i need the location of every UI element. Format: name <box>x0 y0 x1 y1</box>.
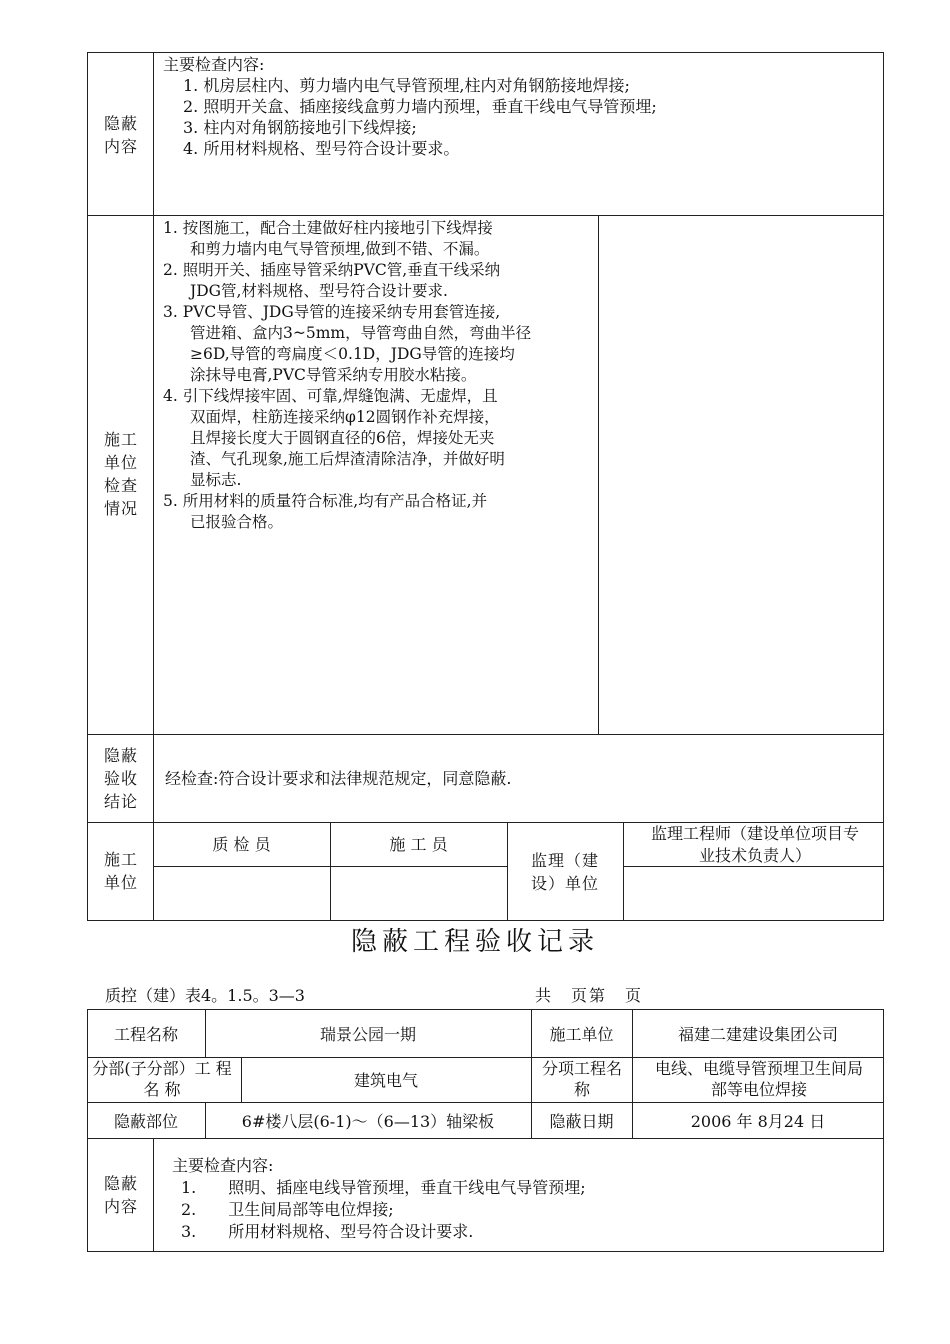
list-line: 2. 照明开关、插座导管采纳PVC管,垂直干线采纳 <box>163 261 501 279</box>
list-item: 1. 机房层柱内、剪力墙内电气导管预埋,柱内对角钢筋接地焊接; <box>183 76 630 95</box>
divider <box>87 215 884 216</box>
subitem-label: 分项工程名 称 <box>541 1059 639 1099</box>
list-line: JDG管,材料规格、型号符合设计要求. <box>190 282 448 300</box>
divider <box>153 52 154 921</box>
divider <box>87 1138 884 1139</box>
contractor-value: 福建二建建设集团公司 <box>677 1025 838 1044</box>
conclusion-text: 经检查:符合设计要求和法律规范规定，同意隐蔽. <box>165 769 512 788</box>
location-value: 6#楼八层(6-1)～（6—13）轴梁板 <box>241 1112 495 1131</box>
date-value: 2006 年 8月24 日 <box>690 1112 826 1131</box>
division-value: 建筑电气 <box>353 1071 418 1090</box>
page-counter: 共 页第 页 <box>535 986 644 1005</box>
list-line: 已报验合格。 <box>190 513 284 531</box>
supervision-unit-label: 监理（建设）单位 <box>530 851 599 893</box>
hidden-content-list <box>172 1155 872 1243</box>
divider <box>87 734 884 735</box>
list-line: 1. 按图施工，配合土建做好柱内接地引下线焊接 <box>163 219 493 237</box>
construction-check-label: 施工单位检查情况 <box>103 430 138 518</box>
inspector-signature-cell[interactable] <box>154 867 329 920</box>
list-item: 4. 所用材料规格、型号符合设计要求。 <box>183 139 460 158</box>
supervisor-signature-cell[interactable] <box>624 867 883 920</box>
checklist-heading: 主要检查内容: <box>163 55 265 74</box>
list-line: 4. 引下线焊接牢固、可靠,焊缝饱满、无虚焊，且 <box>163 387 498 405</box>
location-label: 隐蔽部位 <box>113 1112 178 1131</box>
divider <box>507 822 508 921</box>
project-name-value: 瑞景公园一期 <box>319 1025 416 1044</box>
divider <box>598 215 599 734</box>
form-number: 质控（建）表4。1.5。3—3 <box>105 986 305 1005</box>
construction-check-list <box>163 218 593 533</box>
list-item: 3. 柱内对角钢筋接地引下线焊接; <box>183 118 417 137</box>
list-line: 且焊接长度大于圆钢直径的6倍，焊接处无夹 <box>190 429 495 447</box>
builder-header: 施 工 员 <box>389 835 448 854</box>
list-line: ≥6D,导管的弯扁度＜0.1D，JDG导管的连接均 <box>190 345 515 363</box>
builder-signature-cell[interactable] <box>331 867 506 920</box>
conclusion-label: 隐蔽验收结论 <box>103 746 138 811</box>
checklist-heading: 主要检查内容: <box>172 1156 274 1175</box>
list-line: 涂抹导电膏,PVC导管采纳专用胶水粘接。 <box>190 366 477 384</box>
list-line: 渣、气孔现象,施工后焊渣清除洁净，并做好明 <box>190 450 505 468</box>
date-label: 隐蔽日期 <box>549 1112 614 1131</box>
list-item: 3. 所用材料规格、型号符合设计要求. <box>181 1222 474 1241</box>
supervisor-header: 监理工程师（建设单位项目专业技术负责人） <box>650 824 859 865</box>
list-item: 2. 卫生间局部等电位焊接; <box>181 1200 394 1219</box>
contractor-label: 施工单位 <box>549 1025 614 1044</box>
hidden-content-label: 隐蔽内容 <box>103 114 138 156</box>
page-title: 隐蔽工程验收记录 <box>350 927 599 957</box>
project-name-label: 工程名称 <box>113 1025 178 1044</box>
hidden-content-label: 隐蔽内容 <box>103 1174 138 1216</box>
list-line: 显标志. <box>190 471 242 489</box>
subitem-value: 电线、电缆导管预埋卫生间局部等电位焊接 <box>654 1059 863 1099</box>
inspector-header: 质 检 员 <box>212 835 271 854</box>
list-line: 双面焊，柱筋连接采纳φ12圆钢作补充焊接， <box>190 408 500 426</box>
divider <box>153 1138 154 1252</box>
list-item: 1. 照明、插座电线导管预埋，垂直干线电气导管预埋; <box>181 1178 586 1197</box>
list-line: 管进箱、盒内3~5mm，导管弯曲自然，弯曲半径 <box>190 324 532 342</box>
list-line: 3. PVC导管、JDG导管的连接采纳专用套管连接, <box>163 303 501 321</box>
list-line: 5. 所用材料的质量符合标准,均有产品合格证,并 <box>163 492 488 510</box>
list-line: 和剪力墙内电气导管预埋,做到不错、不漏。 <box>190 240 490 258</box>
list-item: 2. 照明开关盒、插座接线盒剪力墙内预埋，垂直干线电气导管预埋; <box>183 97 657 116</box>
divider <box>87 1102 884 1103</box>
division-label: 分部(子分部）工 程 名 称 <box>92 1059 232 1099</box>
construction-unit-label: 施工单位 <box>103 850 138 892</box>
hidden-content-list <box>163 54 878 159</box>
